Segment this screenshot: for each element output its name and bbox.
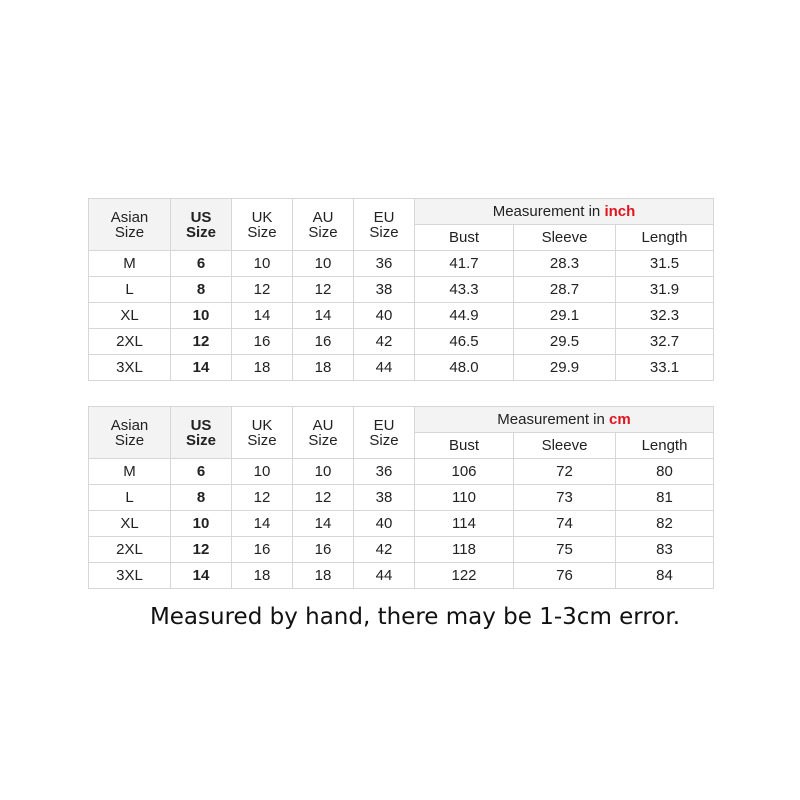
table-row xyxy=(89,277,714,303)
cell-length: 31.5 xyxy=(616,251,714,277)
cell-sleeve: 72 xyxy=(514,459,616,485)
cell-asian: L xyxy=(89,277,171,303)
header-asian-size: Asian Size xyxy=(89,199,171,251)
cell-asian: 2XL xyxy=(89,537,171,563)
cell-length: 32.3 xyxy=(616,303,714,329)
cell-asian: L xyxy=(89,485,171,511)
cell-asian: 2XL xyxy=(89,329,171,355)
cell-bust: 118 xyxy=(415,537,514,563)
cell-uk: 10 xyxy=(232,459,293,485)
cell-bust: 44.9 xyxy=(415,303,514,329)
cell-uk: 18 xyxy=(232,563,293,589)
cell-length: 81 xyxy=(616,485,714,511)
header-sleeve: Sleeve xyxy=(514,433,616,459)
cell-us: 6 xyxy=(171,459,232,485)
cell-uk: 12 xyxy=(232,277,293,303)
header-us-size: US Size xyxy=(171,407,232,459)
table-row xyxy=(89,485,714,511)
header-us-size: US Size xyxy=(171,199,232,251)
header-uk-size: UK Size xyxy=(232,407,293,459)
cell-eu: 40 xyxy=(354,511,415,537)
cell-bust: 122 xyxy=(415,563,514,589)
table-row xyxy=(89,537,714,563)
cell-us: 6 xyxy=(171,251,232,277)
cell-eu: 42 xyxy=(354,537,415,563)
cell-au: 12 xyxy=(293,485,354,511)
table-row xyxy=(89,251,714,277)
cell-au: 18 xyxy=(293,563,354,589)
cell-uk: 18 xyxy=(232,355,293,381)
cell-bust: 41.7 xyxy=(415,251,514,277)
cell-uk: 10 xyxy=(232,251,293,277)
cell-length: 84 xyxy=(616,563,714,589)
cell-au: 18 xyxy=(293,355,354,381)
cell-eu: 36 xyxy=(354,459,415,485)
header-bust: Bust xyxy=(415,225,514,251)
cell-eu: 36 xyxy=(354,251,415,277)
cell-length: 33.1 xyxy=(616,355,714,381)
table-row xyxy=(89,303,714,329)
cell-sleeve: 75 xyxy=(514,537,616,563)
header-uk-size: UK Size xyxy=(232,199,293,251)
cell-asian: M xyxy=(89,459,171,485)
cell-length: 31.9 xyxy=(616,277,714,303)
cell-us: 12 xyxy=(171,329,232,355)
header-length: Length xyxy=(616,225,714,251)
cell-sleeve: 29.9 xyxy=(514,355,616,381)
cell-au: 14 xyxy=(293,511,354,537)
cell-eu: 44 xyxy=(354,355,415,381)
cell-us: 10 xyxy=(171,511,232,537)
header-measurement: Measurement in cm xyxy=(415,407,714,433)
cell-asian: 3XL xyxy=(89,563,171,589)
measurement-note: Measured by hand, there may be 1-3cm error. xyxy=(149,604,681,630)
cell-asian: XL xyxy=(89,303,171,329)
header-au-size: AU Size xyxy=(293,199,354,251)
cell-uk: 16 xyxy=(232,537,293,563)
cell-us: 8 xyxy=(171,485,232,511)
cell-au: 14 xyxy=(293,303,354,329)
cell-us: 10 xyxy=(171,303,232,329)
cell-us: 14 xyxy=(171,563,232,589)
header-measurement: Measurement in inch xyxy=(415,199,714,225)
cell-sleeve: 28.7 xyxy=(514,277,616,303)
unit-label: cm xyxy=(609,411,631,428)
cell-asian: M xyxy=(89,251,171,277)
cell-us: 14 xyxy=(171,355,232,381)
table-row xyxy=(89,511,714,537)
cell-length: 82 xyxy=(616,511,714,537)
cell-sleeve: 74 xyxy=(514,511,616,537)
cell-asian: 3XL xyxy=(89,355,171,381)
cell-eu: 44 xyxy=(354,563,415,589)
cell-eu: 38 xyxy=(354,277,415,303)
cell-us: 12 xyxy=(171,537,232,563)
size-table-cm xyxy=(88,406,714,589)
cell-length: 83 xyxy=(616,537,714,563)
cell-sleeve: 28.3 xyxy=(514,251,616,277)
cell-bust: 48.0 xyxy=(415,355,514,381)
cell-sleeve: 73 xyxy=(514,485,616,511)
cell-au: 16 xyxy=(293,329,354,355)
table-row xyxy=(89,563,714,589)
header-sleeve: Sleeve xyxy=(514,225,616,251)
cell-length: 32.7 xyxy=(616,329,714,355)
header-eu-size: EU Size xyxy=(354,199,415,251)
unit-label: inch xyxy=(604,203,636,220)
cell-sleeve: 29.5 xyxy=(514,329,616,355)
cell-eu: 42 xyxy=(354,329,415,355)
cell-bust: 46.5 xyxy=(415,329,514,355)
cell-au: 10 xyxy=(293,459,354,485)
cell-au: 16 xyxy=(293,537,354,563)
size-table-inch xyxy=(88,198,714,381)
cell-bust: 114 xyxy=(415,511,514,537)
cell-uk: 14 xyxy=(232,303,293,329)
cell-sleeve: 29.1 xyxy=(514,303,616,329)
cell-eu: 38 xyxy=(354,485,415,511)
header-au-size: AU Size xyxy=(293,407,354,459)
cell-au: 12 xyxy=(293,277,354,303)
cell-asian: XL xyxy=(89,511,171,537)
table-row xyxy=(89,329,714,355)
header-bust: Bust xyxy=(415,433,514,459)
cell-uk: 14 xyxy=(232,511,293,537)
cell-eu: 40 xyxy=(354,303,415,329)
cell-bust: 110 xyxy=(415,485,514,511)
cell-length: 80 xyxy=(616,459,714,485)
cell-sleeve: 76 xyxy=(514,563,616,589)
cell-uk: 16 xyxy=(232,329,293,355)
table-row xyxy=(89,355,714,381)
header-asian-size: Asian Size xyxy=(89,407,171,459)
cell-au: 10 xyxy=(293,251,354,277)
cell-bust: 106 xyxy=(415,459,514,485)
table-row xyxy=(89,459,714,485)
cell-uk: 12 xyxy=(232,485,293,511)
cell-bust: 43.3 xyxy=(415,277,514,303)
cell-us: 8 xyxy=(171,277,232,303)
header-eu-size: EU Size xyxy=(354,407,415,459)
header-length: Length xyxy=(616,433,714,459)
